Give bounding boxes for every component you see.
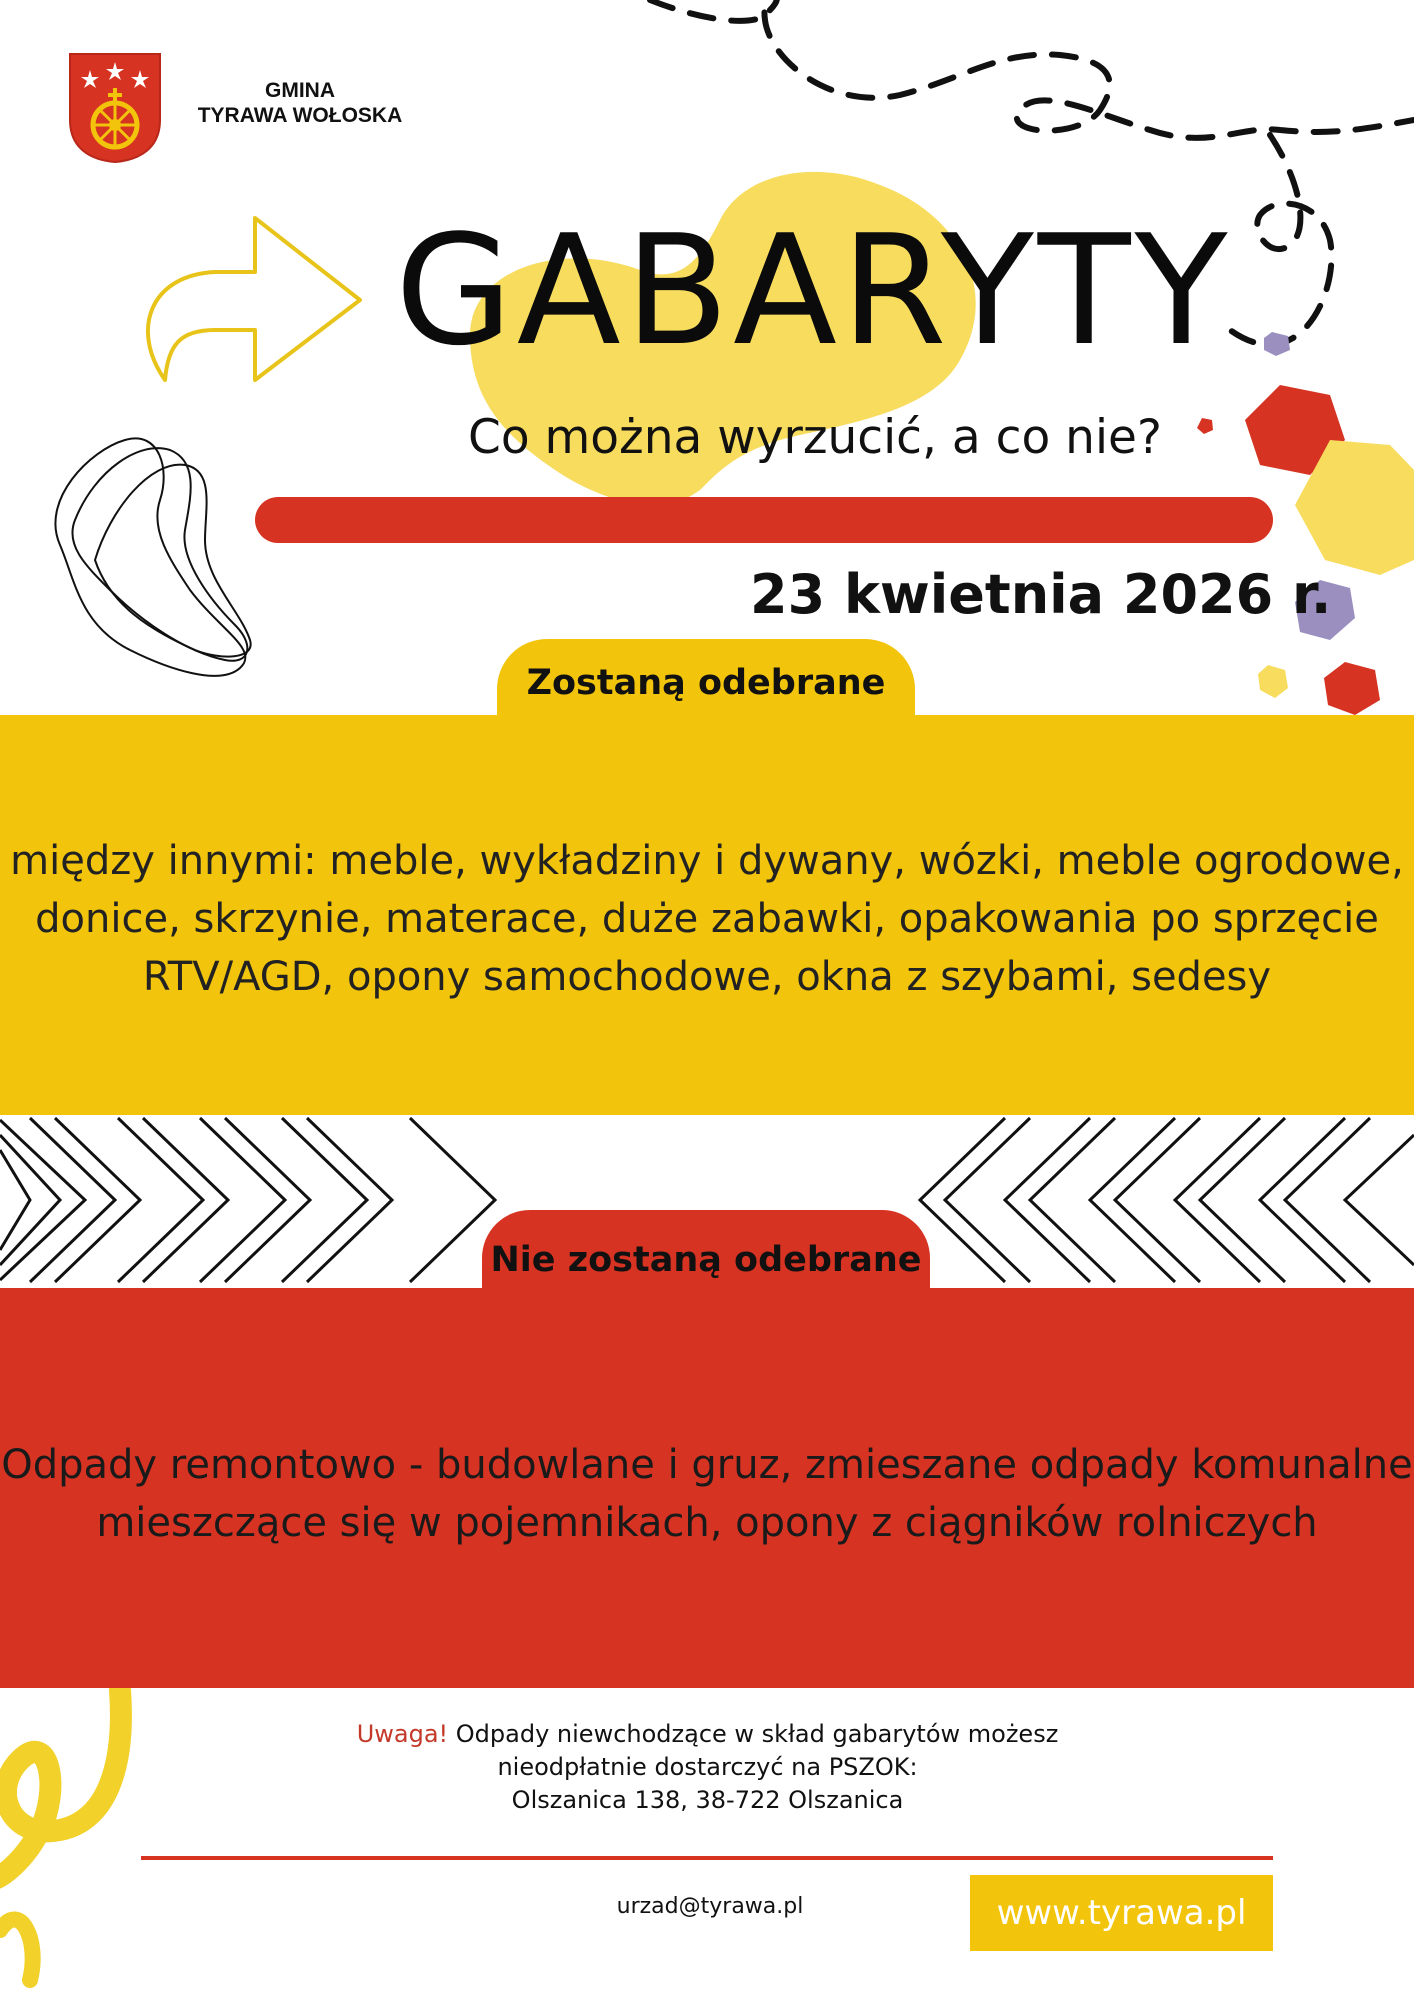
notice-prefix: Uwaga! bbox=[356, 1720, 449, 1748]
logo-text bbox=[180, 78, 420, 128]
rejected-text: Odpady remontowo - budowlane i gruz, zmieszane odpady komunalne mieszczące się w pojemnikach, opony z ciągników rolniczych bbox=[1, 1442, 1413, 1546]
accepted-label: Zostaną odebrane bbox=[497, 639, 915, 739]
notice-line-2: nieodpłatnie dostarczyć na PSZOK: bbox=[497, 1753, 918, 1781]
light-yellow-dot bbox=[1258, 665, 1288, 698]
logo-line-1: GMINA bbox=[265, 79, 335, 102]
rejected-band bbox=[0, 1288, 1414, 1688]
red-divider-bar bbox=[255, 497, 1273, 543]
red-hexagon-small bbox=[1324, 662, 1380, 715]
logo-line-2: TYRAWA WOŁOSKA bbox=[197, 104, 403, 127]
collection-date: 23 kwietnia 2026 r. bbox=[750, 563, 1332, 626]
notice bbox=[240, 1718, 1175, 1817]
email-link[interactable]: urzad@tyrawa.pl bbox=[616, 1894, 804, 1919]
purple-dot bbox=[1264, 332, 1290, 356]
notice-line-3: Olszanica 138, 38-722 Olszanica bbox=[511, 1786, 904, 1814]
red-dot bbox=[1197, 418, 1213, 434]
accepted-band bbox=[0, 715, 1414, 1115]
notice-line-1: Odpady niewchodzące w skład gabarytów możesz bbox=[448, 1720, 1059, 1748]
page-subtitle: Co można wyrzucić, a co nie? bbox=[468, 410, 1162, 465]
accepted-text: między innymi: meble, wykładziny i dywany, wózki, meble ogrodowe, donice, skrzynie, materace, duże zabawki, opakowania po sprzęcie RTV/AGD, opony samochodowe, okna z szybami, sedesy bbox=[10, 838, 1404, 1000]
scribble-loop-icon bbox=[55, 438, 250, 675]
page-title: GABARYTY bbox=[395, 202, 1232, 379]
yellow-brush bbox=[0, 1690, 121, 1980]
shield-wheel-cross-icon bbox=[70, 54, 160, 162]
dashed-loop bbox=[1230, 135, 1332, 345]
curved-arrow-icon bbox=[148, 218, 360, 380]
website-link[interactable]: www.tyrawa.pl bbox=[970, 1875, 1273, 1951]
footer-divider bbox=[141, 1856, 1273, 1860]
dashed-line bbox=[650, 0, 1414, 138]
rejected-label: Nie zostaną odebrane bbox=[482, 1210, 930, 1304]
